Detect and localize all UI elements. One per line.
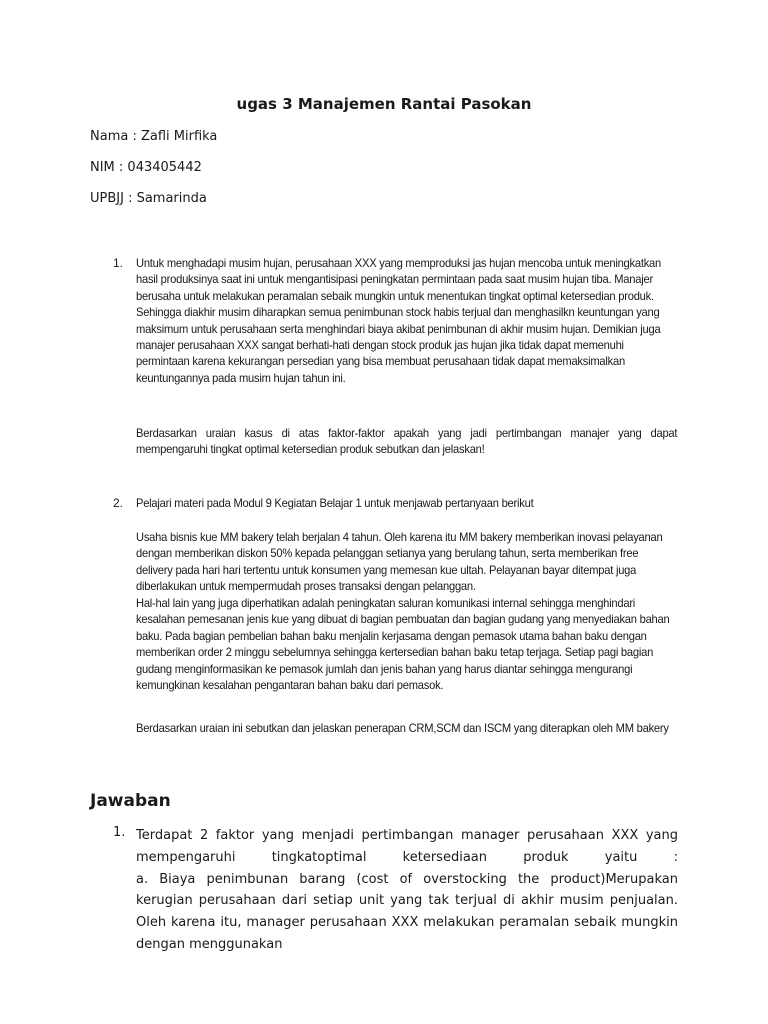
- question-2-intro: Pelajari materi pada Modul 9 Kegiatan Belajar 1 untuk menjawab pertanyaan berikut: [136, 496, 534, 510]
- question-1-number: 1.: [113, 256, 124, 270]
- question-2-paragraph-b: Hal-hal lain yang juga diperhatikan adalah peningkatan saluran komunikasi internal sehingga menghindari kesalahan pemesanan jenis kue yang dibuat di bagian pembuatan dan bagian gudang yang menyediakan bahan baku. Pada bagian pembelian bahan baku menjalin kerjasama dengan pemasok utama bahan baku dengan memberikan order 2 minggu sebelumnya sehingga kertersedian bahan baku tetap terjaga. Setiap pagi bagian gudang menginformasikan ke pemasok jumlah dan jenis bahan yang harus diantar sehingga mengurangi kemungkinan kesalahan pengantaran bahan baku dari pemasok.: [136, 596, 670, 693]
- student-name: Nama : Zafli Mirfika: [90, 129, 218, 144]
- question-1-prompt: Berdasarkan uraian kasus di atas faktor-faktor apakah yang jadi pertimbangan manajer yang dapat mempengaruhi tingkat optimal ketersedian produk sebutkan dan jelaskan!: [136, 426, 678, 457]
- question-2-prompt: Berdasarkan uraian ini sebutkan dan jelaskan penerapan CRM,SCM dan ISCM yang diterapkan oleh MM bakery: [136, 721, 669, 735]
- question-1-paragraph: Untuk menghadapi musim hujan, perusahaan XXX yang memproduksi jas hujan mencoba untuk meningkatkan hasil produksinya saat ini untuk mengantisipasi peningkatan permintaan pada saat musim hujan tiba. Manajer berusaha untuk melakukan peramalan sebaik mungkin untuk menentukan tingkat optimal ketersedian produk. Sehingga diakhir musim diharapkan semua penimbunan stock habis terjual dan menghasilkn keuntungan yang maksimum untuk perusahaan serta menghindari biaya akibat penimbunan di akhir musim hujan. Demikian juga manajer perusahaan XXX sangat berhati-hati dengan stock produk jas hujan jika tidak dapat memenuhi permintaan karena kekurangan persedian yang bisa membuat perusahaan tidak dapat memaksimalkan keuntungannya pada musim hujan tahun ini.: [136, 256, 661, 385]
- answer-1-number: 1.: [113, 825, 126, 840]
- answer-1-intro: Terdapat 2 faktor yang menjadi pertimbangan manager perusahaan XXX yang mempengaruhi tingkatoptimal ketersediaan produk yaitu :: [136, 828, 678, 865]
- answer-1-body: [136, 825, 678, 956]
- student-upbjj: UPBJJ : Samarinda: [90, 191, 207, 206]
- question-2-paragraph-a: Usaha bisnis kue MM bakery telah berjalan 4 tahun. Oleh karena itu MM bakery memberikan inovasi pelayanan dengan memberikan diskon 50% kepada pelanggan setianya yang berulang tahun, serta memberikan free delivery pada hari hari tertentu untuk konsumen yang memesan kue ultah. Pelayanan bayar ditempat juga diberlakukan untuk mempermudah proses transaksi dengan pelanggan.: [136, 530, 663, 594]
- question-2-number: 2.: [113, 496, 124, 510]
- answer-1-item-a: a. Biaya penimbunan barang (cost of overstocking the product)Merupakan kerugian perusahaan dari setiap unit yang tak terjual di akhir musim penjualan. Oleh karena itu, manager perusahaan XXX melakukan peramalan sebaik mungkin dengan menggunakan: [136, 871, 678, 952]
- document-title: ugas 3 Manajemen Rantai Pasokan: [236, 95, 532, 113]
- answers-heading: Jawaban: [90, 791, 171, 811]
- student-nim: NIM : 043405442: [90, 160, 202, 175]
